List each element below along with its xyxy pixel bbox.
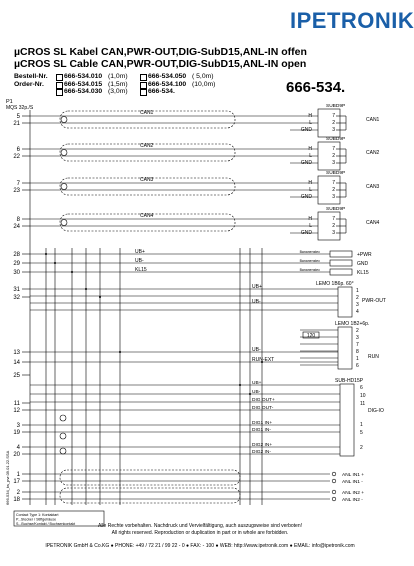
dig-line-label: DIG OUT- — [252, 406, 274, 411]
anl-terminal — [332, 479, 336, 483]
left-pin-24: 24 — [13, 224, 20, 230]
order-length: (3,0m) — [108, 88, 128, 95]
lemo2-pin: 6 — [356, 363, 359, 369]
shield-outline — [60, 488, 240, 503]
pwr-line-label: UB- — [252, 299, 261, 305]
anl-terminal — [332, 490, 336, 494]
subd-label: SUBD9P — [326, 137, 346, 142]
pair-marker — [60, 448, 66, 454]
rights-english: All rights reserved. Reproduction or duplication in part or in whole are forbidden. — [111, 530, 289, 536]
anl-label: ANL IN1 - — [342, 480, 363, 485]
subd-pin: 3 — [332, 230, 335, 236]
subhd-pin: 2 — [360, 445, 363, 451]
banana-label: Bananenstec — [299, 259, 320, 263]
can-label: CAN3 — [140, 177, 154, 183]
left-pin-14: 14 — [13, 360, 20, 366]
junction-dot — [85, 288, 87, 290]
left-pin-11: 11 — [13, 401, 20, 407]
can-label: CAN4 — [140, 213, 154, 219]
hl-label: H — [308, 113, 312, 119]
subhd-label: SUB-HD15P — [335, 378, 364, 384]
legend-line: Contact Type 1: Kontaktart — [16, 513, 59, 517]
title-english: µCROS SL Cable CAN,PWR-OUT,DIG-SubD15,ANL-IN open — [14, 58, 307, 70]
dig-line-label: DIG1 IN+ — [252, 421, 273, 426]
anl-terminal — [332, 497, 336, 501]
left-pin-4: 4 — [16, 445, 20, 451]
pwr-out-label: PWR-OUT — [362, 298, 386, 304]
subhd-pin: 11 — [360, 401, 366, 407]
hl-label: H — [308, 146, 312, 152]
left-pin-30: 30 — [13, 270, 20, 276]
lemo2-pin: 2 — [356, 328, 359, 334]
footer-contact: IPETRONIK GmbH & Co.KG ● PHONE: +49 / 72 21 / 99 22 - 0 ● FAX: - 100 ● WEB: http://www.ipetronik.com ● EMAIL: info@ipetronik.com — [45, 543, 355, 549]
junction-dot — [45, 253, 47, 255]
hl-label: H — [308, 180, 312, 186]
pair-marker — [61, 184, 67, 190]
subd-pin: 2 — [332, 223, 335, 229]
power-output-label: +PWR — [357, 252, 372, 258]
order-length: (1,5m) — [108, 80, 128, 88]
subhd-pin: 10 — [360, 393, 366, 399]
left-pin-13: 13 — [13, 350, 20, 356]
hl-label: GND — [300, 127, 312, 133]
subhd-pin: 1 — [360, 422, 363, 428]
order-length: (1,0m) — [108, 73, 128, 80]
left-pin-7: 7 — [16, 181, 20, 187]
banana-plug — [330, 251, 352, 257]
power-line-label: UB- — [135, 258, 144, 264]
pair-marker — [60, 433, 66, 439]
pair-marker — [61, 117, 67, 123]
subhd-pin: 6 — [360, 385, 363, 391]
junction-dot — [99, 296, 101, 298]
junction-dot — [54, 262, 56, 264]
pwr-line-label: UB+ — [252, 284, 262, 290]
subd-label: SUBD9P — [326, 207, 346, 212]
power-output-label: GND — [357, 261, 369, 267]
subd-pin: 3 — [332, 127, 335, 133]
order-number: 666-534.050 — [148, 73, 187, 80]
order-number: 666-534.010 — [64, 73, 103, 80]
pair-marker — [61, 220, 67, 226]
subhd-pin: 5 — [360, 430, 363, 436]
resistor-value: 120 — [306, 333, 316, 339]
left-pin-19: 19 — [13, 430, 20, 436]
left-pin-21: 21 — [13, 121, 20, 127]
dig-out-label: DIG-IO — [368, 408, 384, 414]
left-pin-20: 20 — [13, 452, 20, 458]
hl-label: GND — [300, 230, 312, 236]
lemo1-pin: 2 — [356, 295, 359, 301]
left-pin-12: 12 — [13, 408, 20, 414]
part-number: 666-534. — [286, 79, 346, 96]
lemo2-pin: 3 — [356, 335, 359, 341]
lemo2-pin: 7 — [356, 342, 359, 348]
can-output-label: CAN4 — [366, 220, 380, 226]
banana-plug — [330, 269, 352, 275]
junction-dot — [71, 271, 73, 273]
pair-marker — [61, 150, 67, 156]
lemo1-label: LEMO 1B6p. 60° — [316, 281, 354, 287]
can-label: CAN1 — [140, 110, 154, 116]
left-pin-5: 5 — [16, 114, 20, 120]
pair-marker — [60, 415, 66, 421]
dig-line-label: DIG2 IN- — [252, 450, 271, 455]
lemo2-pin: 1 — [356, 356, 359, 362]
lemo1-pin: 4 — [356, 309, 359, 315]
subd-pin: 3 — [332, 160, 335, 166]
subd-pin: 7 — [332, 113, 335, 119]
left-pin-17: 17 — [13, 479, 20, 485]
hl-label: H — [308, 216, 312, 222]
subd-pin: 2 — [332, 153, 335, 159]
order-number: 666-534.030 — [64, 88, 103, 95]
banana-label: Bananenstec — [299, 250, 320, 254]
subd-pin: 2 — [332, 120, 335, 126]
hl-label: L — [309, 187, 312, 193]
left-pin-25: 25 — [13, 373, 20, 379]
dig-line-label: DIG OUT+ — [252, 398, 275, 403]
ipetronik-logo: IPETRONIK — [290, 8, 414, 33]
title-german: µCROS SL Kabel CAN,PWR-OUT,DIG-SubD15,ANL-IN offen — [14, 46, 307, 58]
left-pin-1: 1 — [16, 472, 20, 478]
power-output-label: KL15 — [357, 270, 369, 276]
left-pin-29: 29 — [13, 261, 20, 267]
left-pin-23: 23 — [13, 188, 20, 194]
left-pin-28: 28 — [13, 252, 20, 258]
hl-label: GND — [300, 194, 312, 200]
left-pin-6: 6 — [16, 147, 20, 153]
subd-pin: 7 — [332, 146, 335, 152]
order-length: ( 5,0m) — [192, 73, 214, 80]
banana-plug — [330, 260, 352, 266]
power-line-label: KL15 — [135, 267, 147, 273]
side-note: 666-534_ks_pvr.09.01.22.SSA — [5, 450, 10, 505]
anl-label: ANL IN1 + — [342, 473, 365, 478]
power-line-label: UB+ — [135, 249, 145, 255]
left-connector-label: MQS 32p./S — [6, 105, 34, 111]
p1-label: P1 — [6, 99, 13, 105]
order-number: 666-534.015 — [64, 80, 103, 88]
hl-label: GND — [300, 160, 312, 166]
legend-line: S...Buchse/Kontakt / Buchsenkontakt — [16, 522, 76, 526]
dig-line-label: UB+ — [252, 381, 262, 386]
order-label-en: Order-Nr. — [14, 81, 44, 88]
left-pin-2: 2 — [16, 490, 20, 496]
subd-label: SUBD9P — [326, 171, 346, 176]
left-pin-8: 8 — [16, 217, 20, 223]
anl-terminal — [332, 472, 336, 476]
lemo2-connector — [338, 327, 352, 369]
hl-label: L — [309, 223, 312, 229]
junction-dot — [239, 384, 241, 386]
order-label-de: Bestell-Nr. — [14, 73, 48, 80]
lemo1-pin: 3 — [356, 302, 359, 308]
dig-line-label: UB- — [252, 390, 261, 395]
order-number: 666-534. — [148, 88, 175, 95]
anl-label: ANL IN2 - — [342, 498, 363, 503]
lemo1-pin: 1 — [356, 288, 359, 294]
lemo1-connector — [338, 287, 352, 317]
subd-pin: 2 — [332, 187, 335, 193]
banana-label: Bananenstec — [299, 268, 320, 272]
shield-outline — [60, 470, 240, 485]
subd-pin: 3 — [332, 194, 335, 200]
subd-pin: 7 — [332, 216, 335, 222]
dig-line-label: DIG1 IN- — [252, 428, 271, 433]
lemo2-pin: 8 — [356, 349, 359, 355]
left-pin-32: 32 — [13, 295, 20, 301]
can-output-label: CAN2 — [366, 150, 380, 156]
order-number: 666-534.100 — [148, 80, 187, 88]
junction-dot — [249, 393, 251, 395]
left-pin-18: 18 — [13, 497, 20, 503]
left-pin-22: 22 — [13, 154, 20, 160]
junction-dot — [119, 351, 121, 353]
legend-line: P...Stecker / Stiftgehäuse — [16, 517, 57, 522]
subd-pin: 7 — [332, 180, 335, 186]
dig-line-label: DIG2 IN+ — [252, 443, 273, 448]
rights-german: Alle Rechte vorbehalten. Nachdruck und Vervielfältigung, auch auszugsweise sind verboten! — [97, 523, 302, 529]
left-pin-31: 31 — [13, 287, 20, 293]
subd-label: SUBD9P — [326, 104, 346, 109]
run-out-label: RUN — [368, 354, 379, 360]
subhd-connector — [340, 384, 354, 456]
can-output-label: CAN3 — [366, 184, 380, 190]
run-line-label: RUN-EXT — [252, 357, 275, 363]
run-line-label: UB- — [252, 347, 261, 353]
hl-label: L — [309, 153, 312, 159]
can-output-label: CAN1 — [366, 117, 380, 123]
hl-label: L — [309, 120, 312, 126]
lemo2-label: LEMO 1B2+6p. — [335, 321, 370, 327]
can-label: CAN2 — [140, 143, 154, 149]
left-pin-3: 3 — [16, 423, 20, 429]
order-length: (10,0m) — [192, 80, 216, 88]
anl-label: ANL IN2 + — [342, 491, 365, 496]
